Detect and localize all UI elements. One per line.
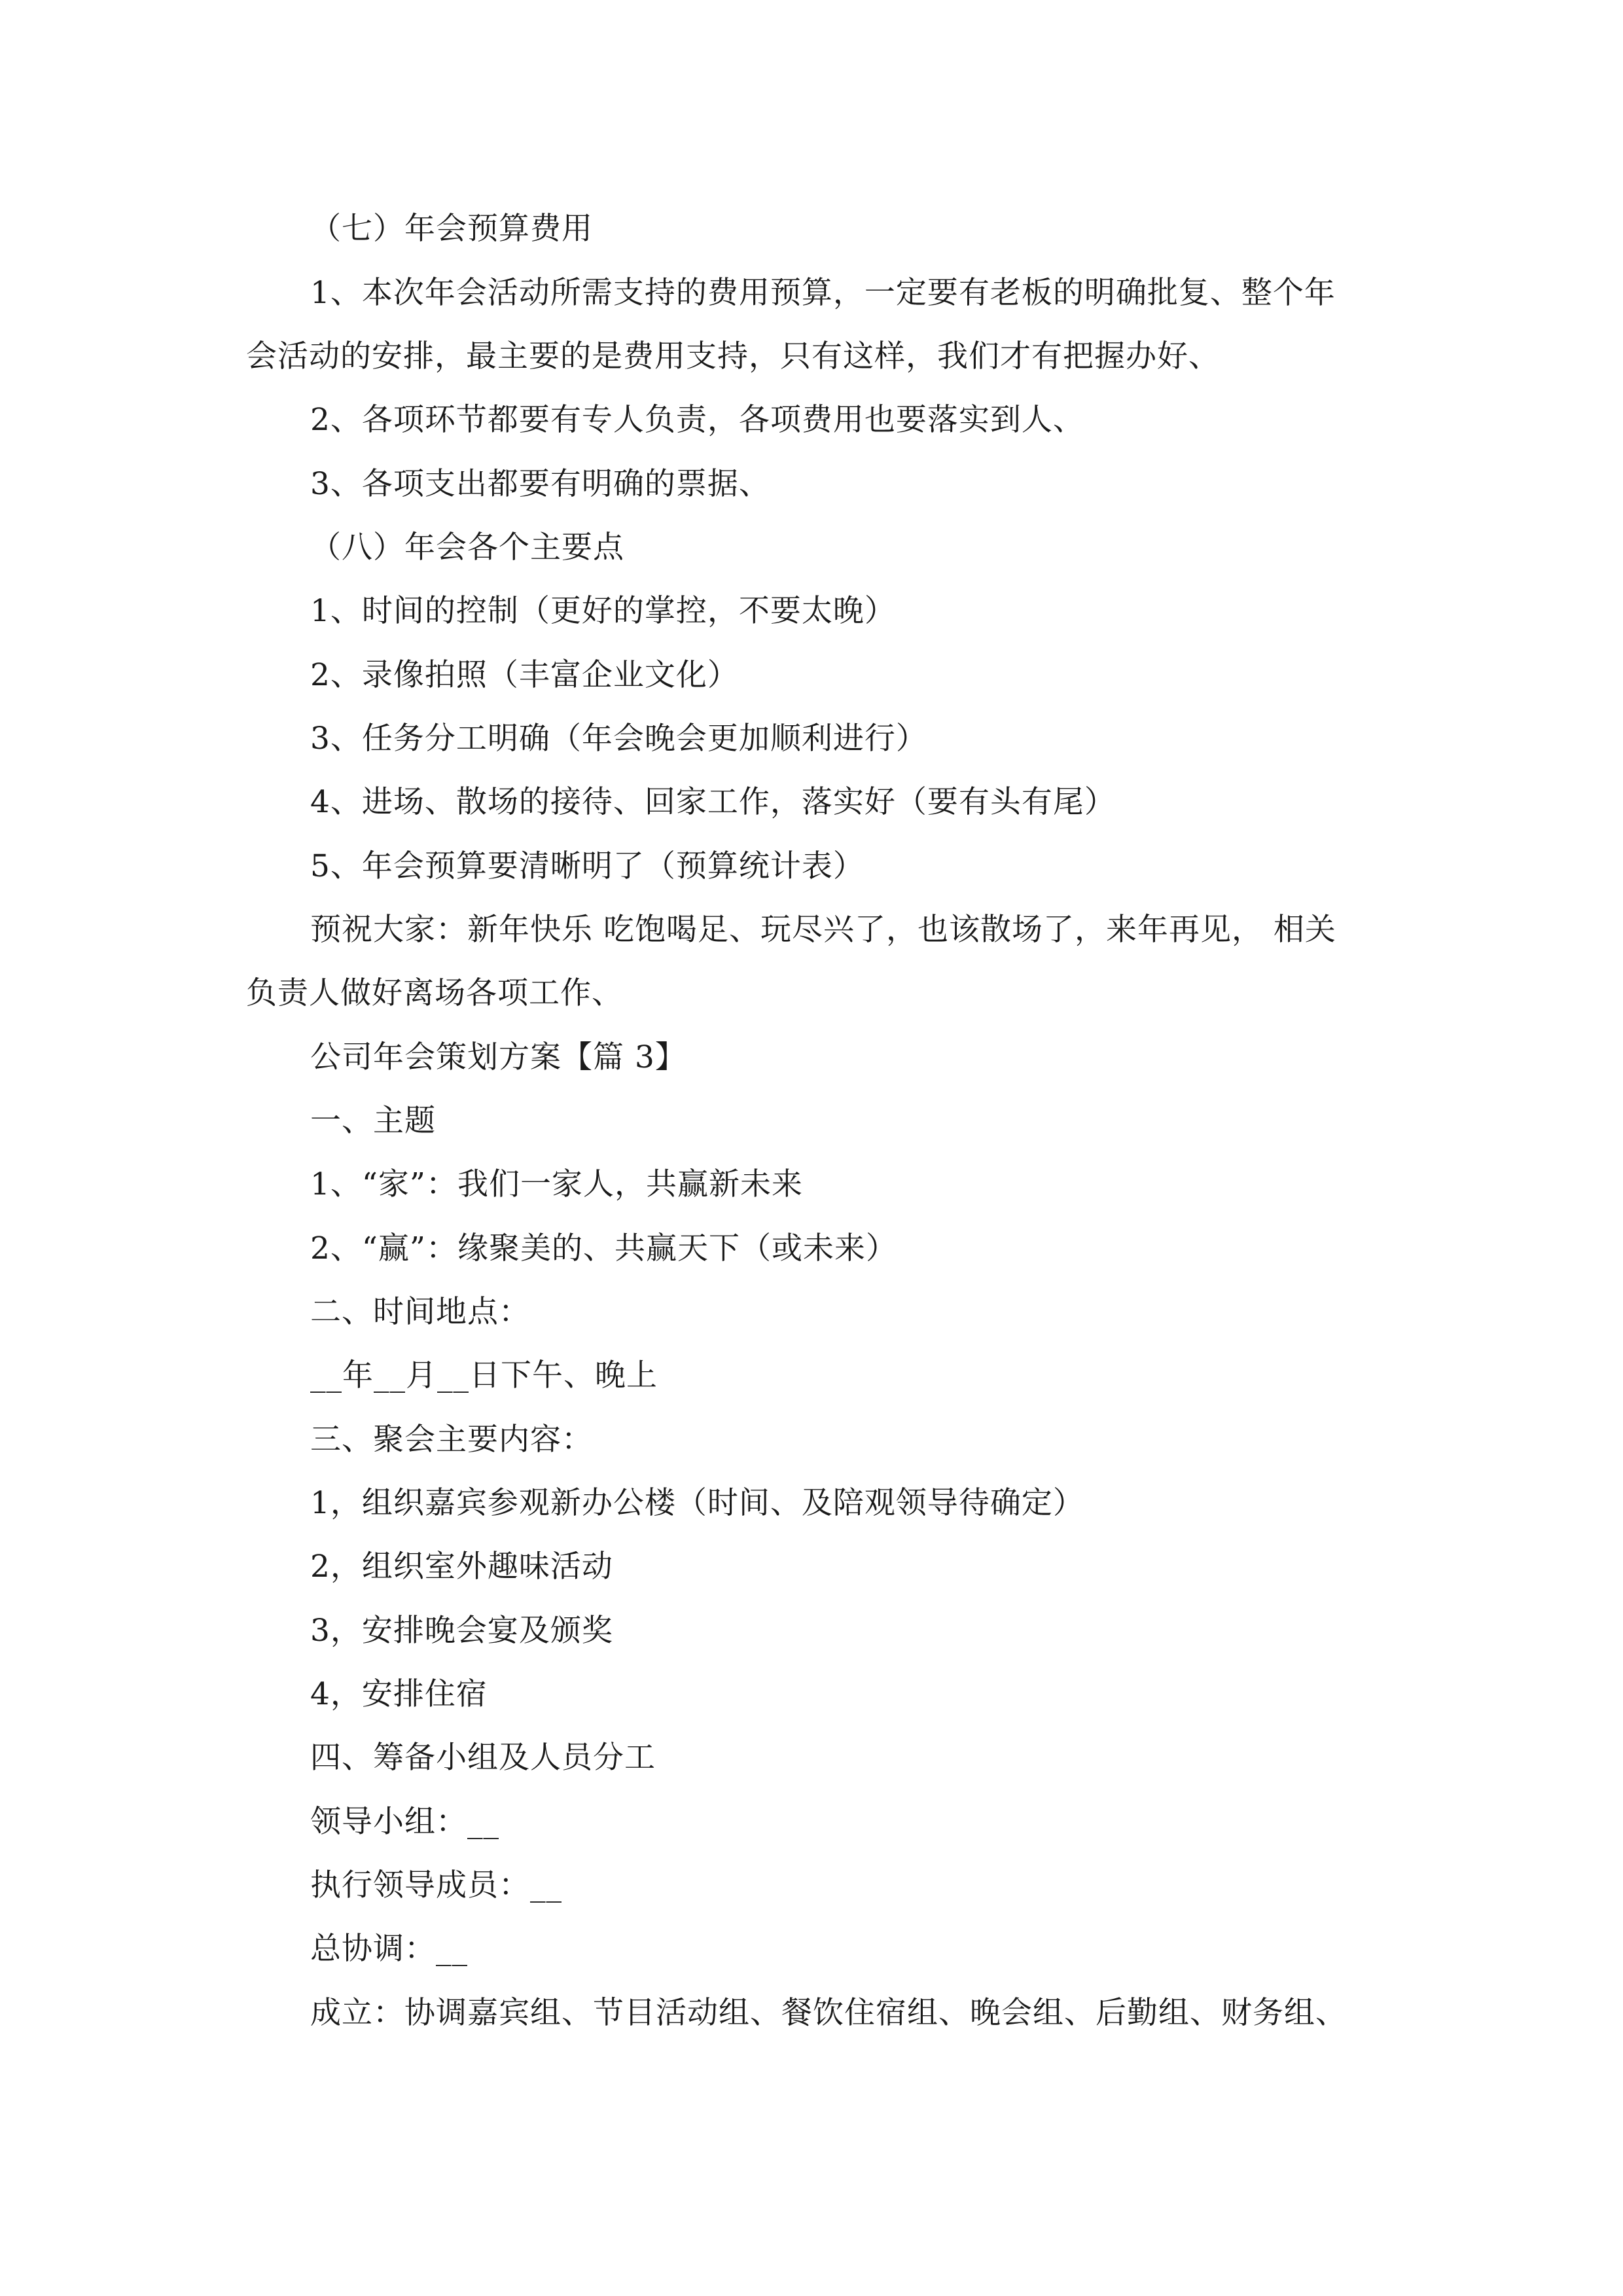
paragraph-line: 1，组织嘉宾参观新办公楼（时间、及陪观领导待确定） xyxy=(310,1485,1084,1521)
paragraph-line: 4，安排住宿 xyxy=(310,1676,488,1712)
paragraph-line: 2、各项环节都要有专人负责，各项费用也要落实到人、 xyxy=(310,402,1084,438)
paragraph-line: 总协调：__ xyxy=(310,1931,468,1967)
paragraph-line: 领导小组：__ xyxy=(310,1804,499,1840)
section-heading-key-points: （八）年会各个主要点 xyxy=(310,529,624,565)
section-heading-content: 三、聚会主要内容： xyxy=(310,1422,593,1458)
paragraph-line: 2、“赢”：缘聚美的、共赢天下（或未来） xyxy=(310,1230,897,1266)
paragraph-line: __年__月__日下午、晚上 xyxy=(310,1357,658,1393)
paragraph-line: 4、进场、散场的接待、回家工作，落实好（要有头有尾） xyxy=(310,784,1116,820)
paragraph-line: 1、本次年会活动所需支持的费用预算，一定要有老板的明确批复、整个年 xyxy=(310,275,1336,311)
paragraph-line: 3、各项支出都要有明确的票据、 xyxy=(310,466,770,502)
section-heading-team: 四、筹备小组及人员分工 xyxy=(310,1740,656,1776)
paragraph-line: 负责人做好离场各项工作、 xyxy=(246,975,623,1011)
section-heading-theme: 一、主题 xyxy=(310,1103,436,1139)
paragraph-line: 成立：协调嘉宾组、节目活动组、餐饮住宿组、晚会组、后勤组、财务组、 xyxy=(310,1995,1347,2031)
paragraph-line: 3，安排晚会宴及颁奖 xyxy=(310,1613,613,1649)
paragraph-line: 3、任务分工明确（年会晚会更加顺利进行） xyxy=(310,721,927,757)
paragraph-line: 5、年会预算要清晰明了（预算统计表） xyxy=(310,848,865,884)
paragraph-line: 执行领导成员：__ xyxy=(310,1867,562,1903)
section-heading-budget: （七）年会预算费用 xyxy=(310,211,593,247)
paragraph-line: 预祝大家：新年快乐 吃饱喝足、玩尽兴了，也该散场了，来年再见， 相关 xyxy=(310,912,1336,948)
paragraph-line: 1、“家”：我们一家人，共赢新未来 xyxy=(310,1166,803,1202)
paragraph-line: 会活动的安排，最主要的是费用支持，只有这样，我们才有把握办好、 xyxy=(246,338,1220,374)
article-title: 公司年会策划方案【篇 3】 xyxy=(310,1039,687,1075)
section-heading-time-place: 二、时间地点： xyxy=(310,1294,530,1330)
paragraph-line: 1、时间的控制（更好的掌控，不要太晚） xyxy=(310,593,896,629)
paragraph-line: 2，组织室外趣味活动 xyxy=(310,1549,613,1585)
paragraph-line: 2、录像拍照（丰富企业文化） xyxy=(310,657,739,693)
